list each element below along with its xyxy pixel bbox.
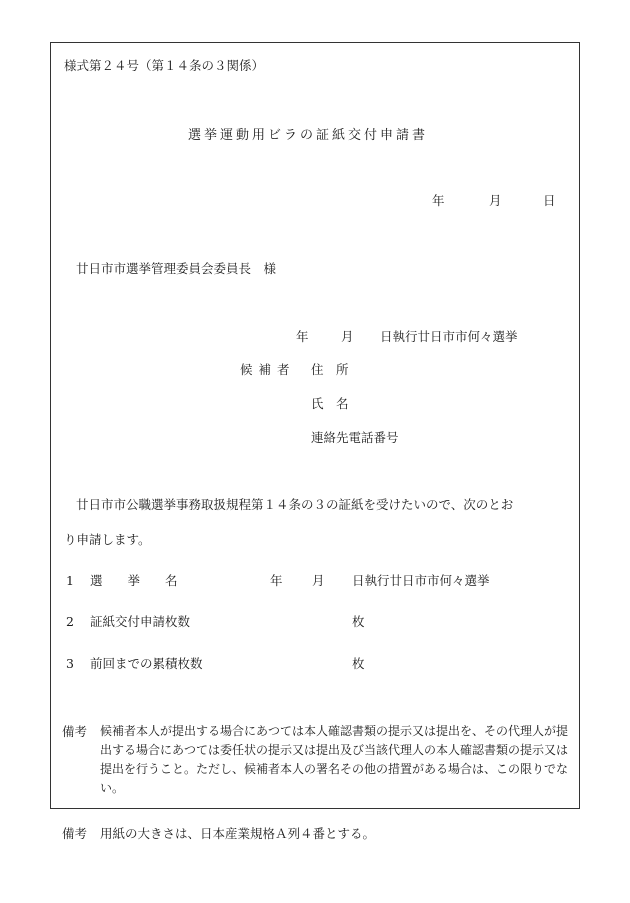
item-1-number: 1 bbox=[66, 573, 74, 588]
candidate-label: 候補者 bbox=[240, 362, 296, 377]
item-3-unit: 枚 bbox=[352, 656, 365, 671]
remarks-text: 候補者本人が提出する場合にあつては本人確認書類の提示又は提出を、その代理人が提出する場合にあつては委任状の提示又は提出及び当該代理人の本人確認書類の提示又は提出を行うこと。ただし、候補者本人の署名その他の措置がある場合は、この限りでない。 bbox=[100, 724, 569, 795]
form-frame bbox=[50, 42, 580, 809]
election-year-label: 年 bbox=[296, 329, 309, 344]
candidate-name-label: 氏 名 bbox=[311, 396, 349, 411]
item-3-label: 前回までの累積枚数 bbox=[90, 656, 203, 671]
candidate-address-label: 住 所 bbox=[311, 362, 349, 377]
item-3-number: 3 bbox=[66, 656, 74, 671]
form-number: 様式第２４号（第１４条の３関係） bbox=[64, 58, 265, 73]
item-2-unit: 枚 bbox=[352, 614, 365, 629]
addressee: 廿日市市選挙管理委員会委員長 様 bbox=[76, 261, 277, 276]
form-title: 選挙運動用ビラの証紙交付申請書 bbox=[188, 128, 429, 143]
candidate-phone-label: 連絡先電話番号 bbox=[311, 430, 399, 445]
election-month-label: 月 bbox=[341, 329, 354, 344]
date-year-label: 年 bbox=[432, 193, 445, 208]
remarks-label: 備考 bbox=[62, 724, 88, 739]
election-name: 日執行廿日市市何々選挙 bbox=[380, 329, 518, 344]
footer-note-text: 用紙の大きさは、日本産業規格Ａ列４番とする。 bbox=[100, 826, 376, 841]
application-body-line1: 廿日市市公職選挙事務取扱規程第１４条の３の証紙を受けたいので、次のとお bbox=[76, 497, 514, 512]
date-day-label: 日 bbox=[543, 193, 556, 208]
item-2-label: 証紙交付申請枚数 bbox=[90, 614, 191, 629]
item-1-label: 選 挙 名 bbox=[90, 573, 178, 588]
item-1-value: 日執行廿日市市何々選挙 bbox=[352, 573, 490, 588]
application-body-line2: り申請します。 bbox=[64, 532, 151, 547]
date-month-label: 月 bbox=[489, 193, 502, 208]
item-2-number: 2 bbox=[66, 614, 74, 629]
item-1-year: 年 bbox=[270, 573, 283, 588]
item-1-month: 月 bbox=[312, 573, 325, 588]
footer-note-label: 備考 bbox=[62, 826, 88, 841]
